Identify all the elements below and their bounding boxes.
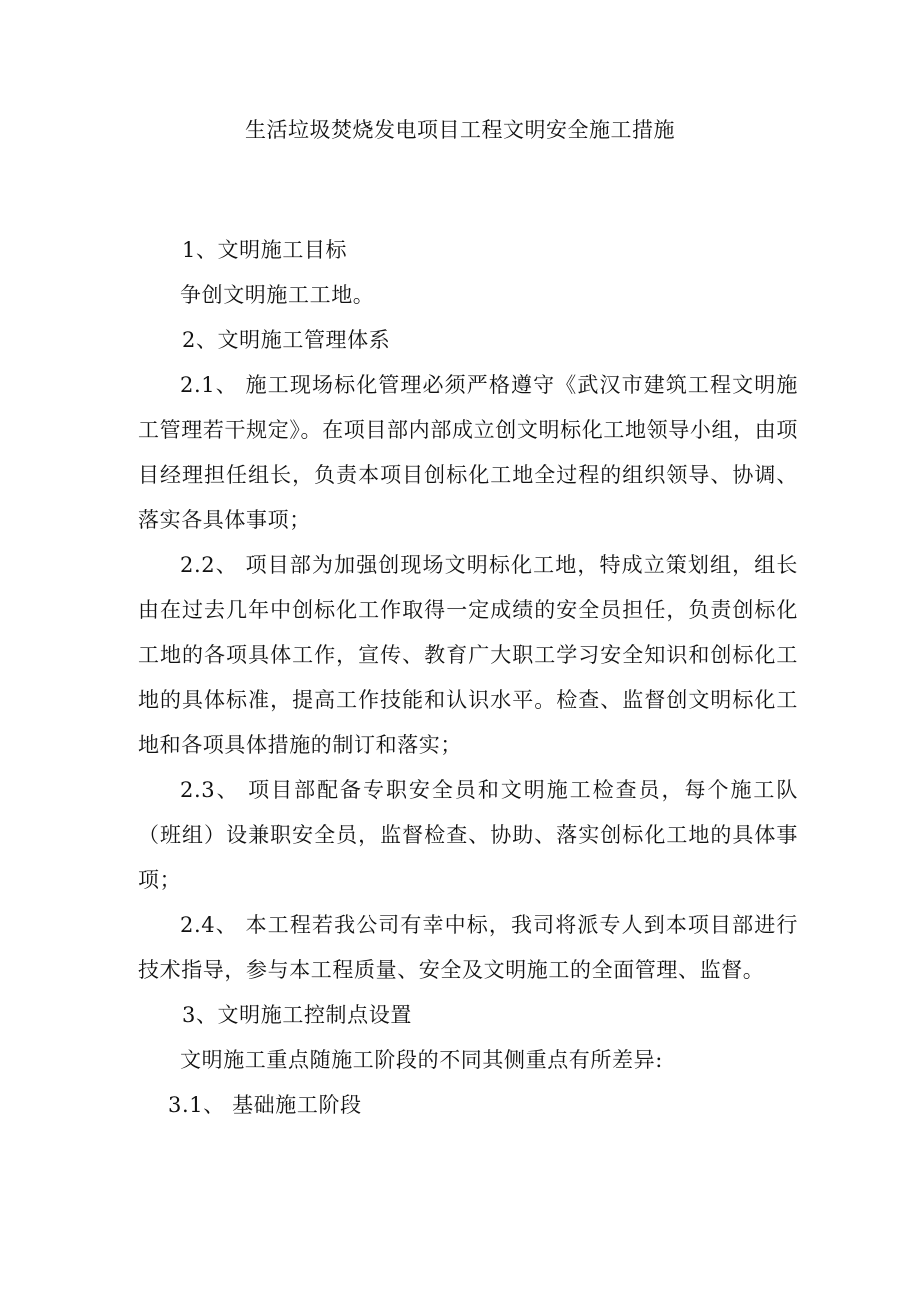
document-body (138, 228, 798, 1128)
section-heading-3: 3、文明施工控制点设置 (182, 1003, 412, 1027)
paragraph-goal: 争创文明施工工地。 (180, 283, 375, 307)
document-title: 生活垃圾焚烧发电项目工程文明安全施工措施 (245, 118, 675, 142)
paragraph-2-1: 2.1、 施工现场标化管理必须严格遵守《武汉市建筑工程文明施工管理若干规定》。在项目部内部成立创文明标化工地领导小组，由项目经理担任组长，负责本项目创标化工地全过程的组织领导、协调、落实各具体事项； (138, 373, 798, 532)
section-heading-1: 1、文明施工目标 (182, 238, 348, 262)
subheading-3-1: 3.1、 基础施工阶段 (168, 1093, 362, 1117)
paragraph-2-2: 2.2、 项目部为加强创现场文明标化工地，特成立策划组，组长由在过去几年中创标化工作取得一定成绩的安全员担任，负责创标化工地的各项具体工作，宣传、教育广大职工学习安全知识和创标化工地的具体标准，提高工作技能和认识水平。检查、监督创文明标化工地和各项具体措施的制订和落实； (138, 553, 798, 757)
paragraph-2-4: 2.4、 本工程若我公司有幸中标，我司将派专人到本项目部进行技术指导，参与本工程质量、安全及文明施工的全面管理、监督。 (138, 913, 798, 982)
section-heading-2: 2、文明施工管理体系 (182, 328, 391, 352)
paragraph-2-3: 2.3、 项目部配备专职安全员和文明施工检查员，每个施工队（班组）设兼职安全员，监督检查、协助、落实创标化工地的具体事项； (138, 778, 798, 892)
paragraph-3-intro: 文明施工重点随施工阶段的不同其侧重点有所差异: (180, 1048, 663, 1072)
